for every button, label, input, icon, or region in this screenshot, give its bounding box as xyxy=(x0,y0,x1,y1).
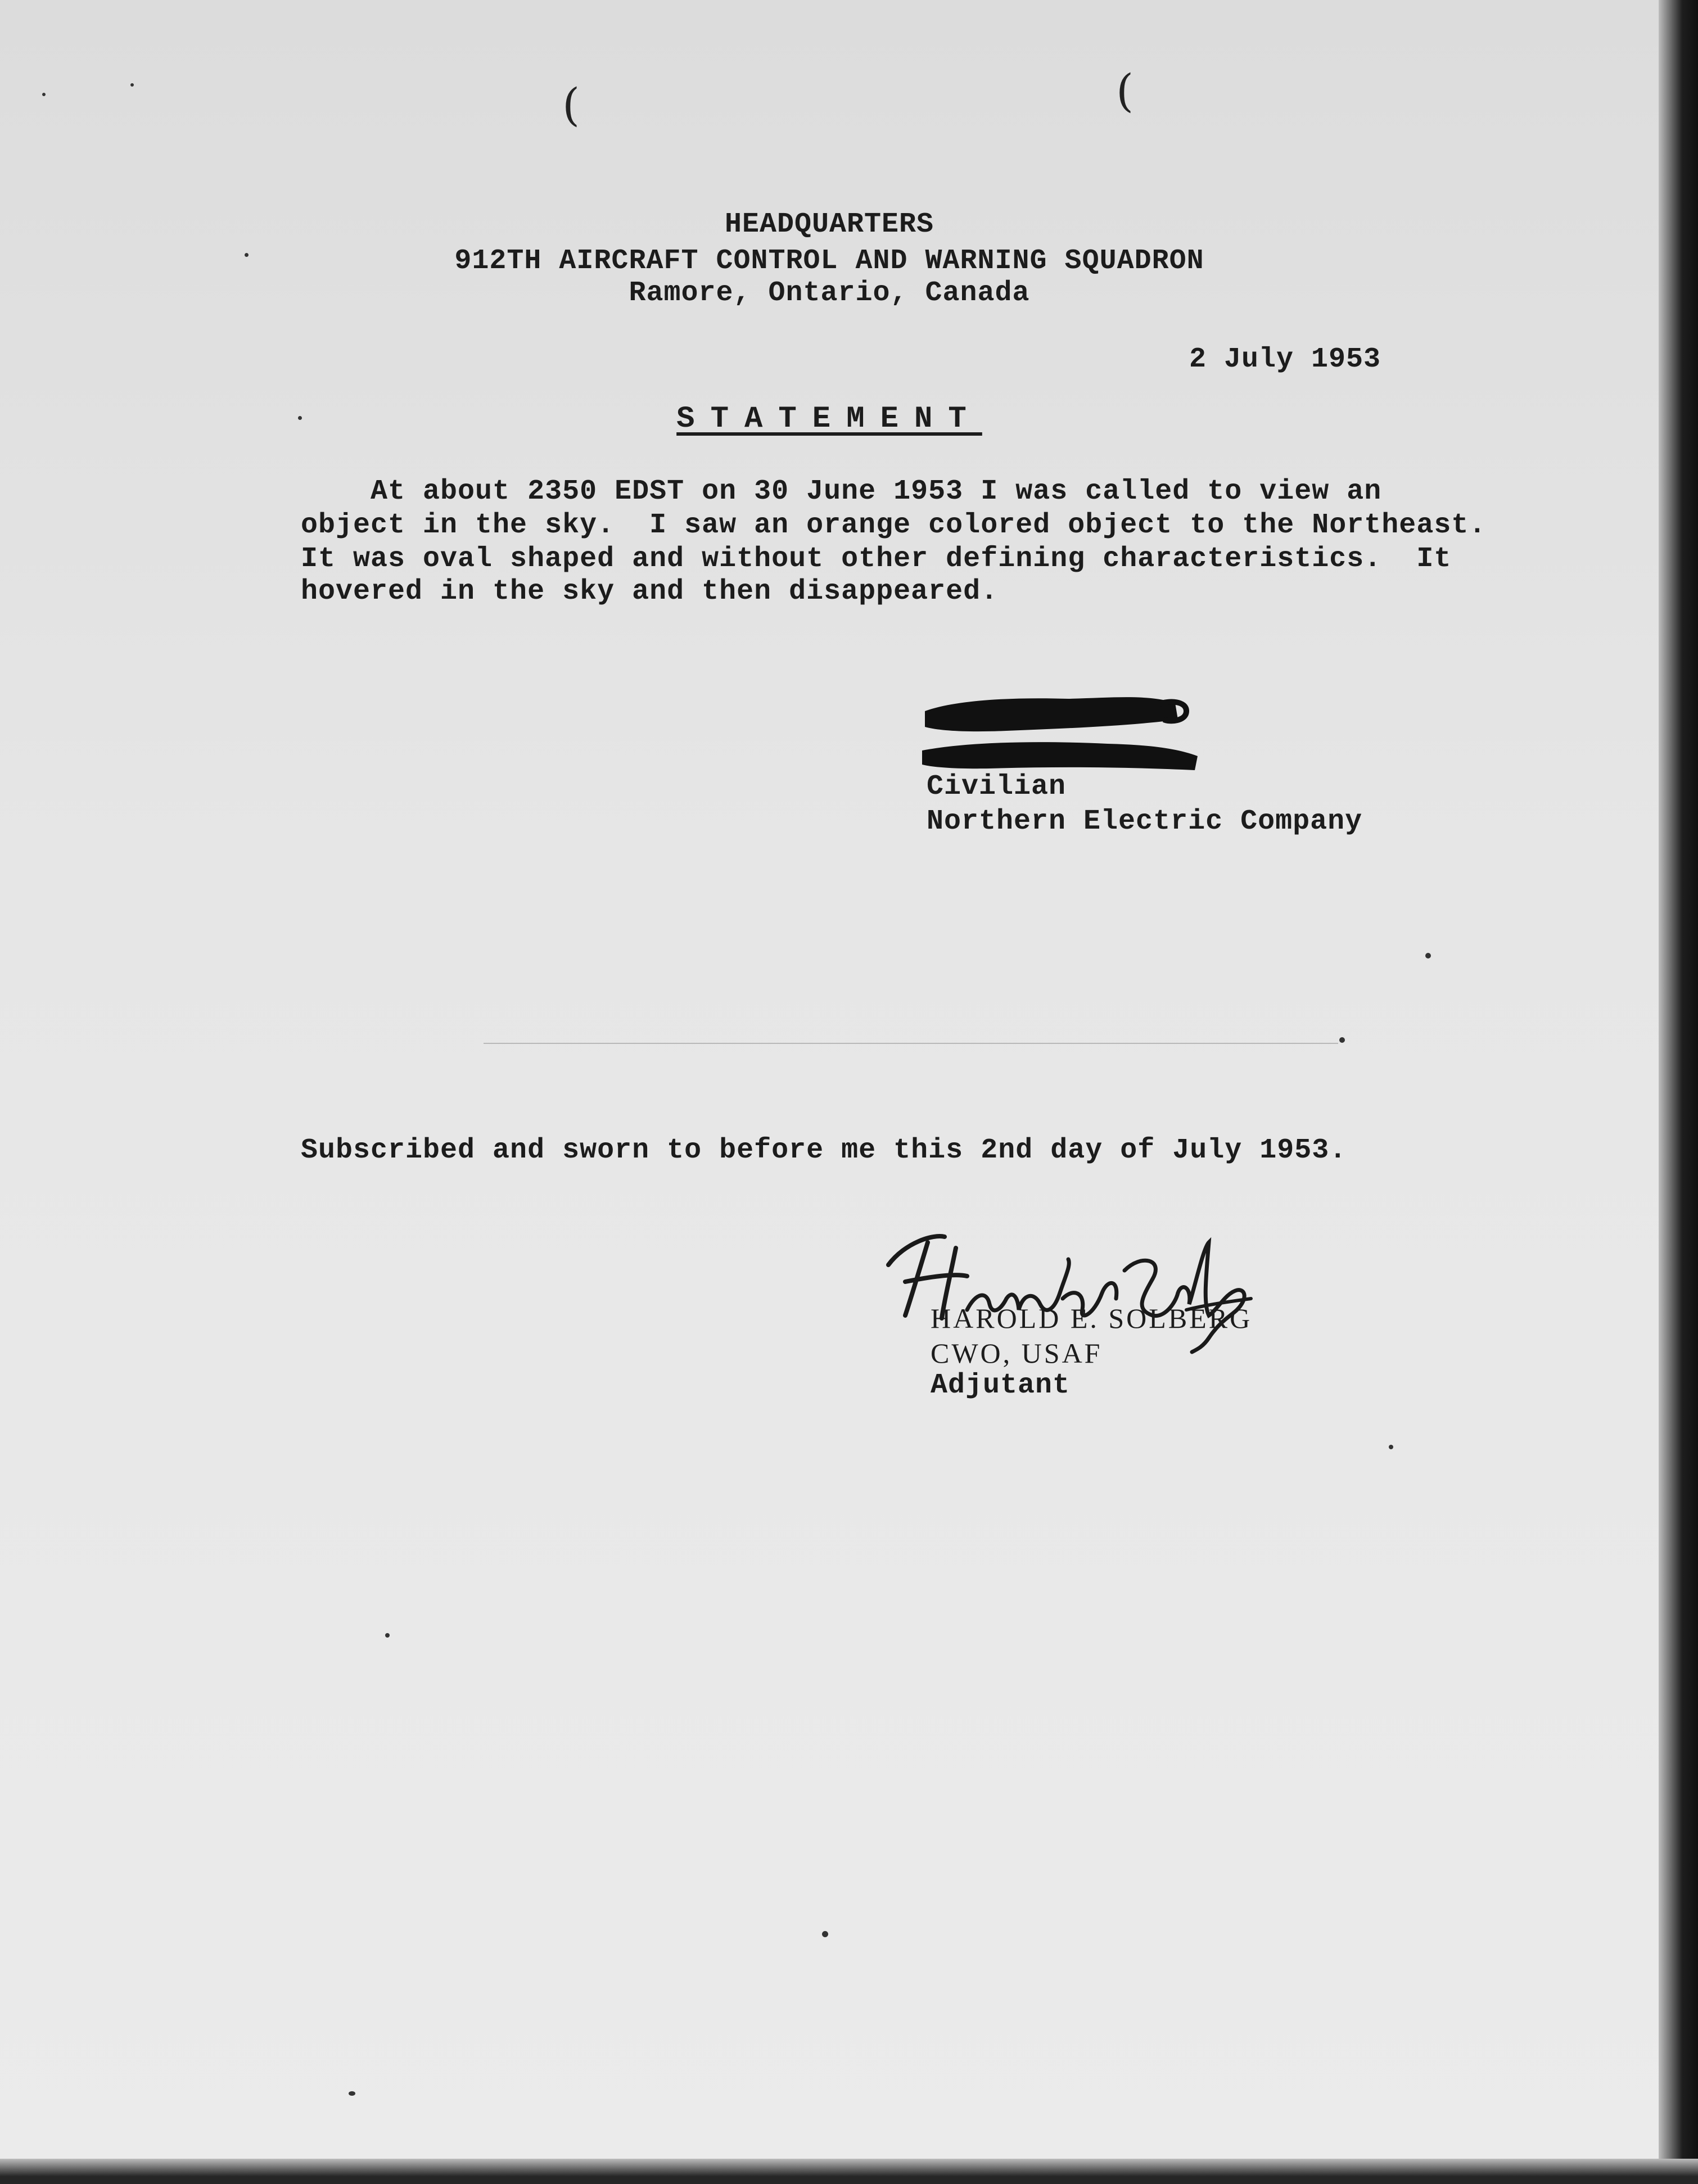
corner-mark-right: ( xyxy=(1116,65,1134,117)
redacted-witness-name xyxy=(922,677,1203,776)
speck xyxy=(298,416,302,420)
document-date: 2 July 1953 xyxy=(1189,343,1381,376)
paper-crease xyxy=(484,1043,1338,1044)
officer-title: Adjutant xyxy=(931,1369,1071,1401)
statement-line-1: At about 2350 EDST on 30 June 1953 I was called to view an xyxy=(301,476,1382,508)
speck xyxy=(349,2091,355,2096)
statement-line-3: It was oval shaped and without other defining characteristics. It xyxy=(301,543,1452,575)
statement-line-4: hovered in the sky and then disappeared. xyxy=(301,576,999,608)
officer-name: HAROLD E. SOLBERG xyxy=(931,1303,1253,1334)
officer-rank: CWO, USAF xyxy=(931,1337,1103,1369)
speck xyxy=(822,1931,828,1937)
speck xyxy=(245,253,249,257)
officer-signature xyxy=(871,1226,1254,1355)
witness-employer: Northern Electric Company xyxy=(927,806,1363,838)
witness-status: Civilian xyxy=(927,771,1067,803)
scan-border-bottom xyxy=(0,2159,1698,2184)
statement-line-2: object in the sky. I saw an orange colored object to the Northeast. xyxy=(301,509,1487,541)
corner-mark-left: ( xyxy=(562,79,580,131)
speck xyxy=(1389,1445,1393,1449)
oath-statement: Subscribed and sworn to before me this 2nd day of July 1953. xyxy=(301,1134,1347,1166)
speck xyxy=(130,83,134,87)
letterhead-line-1: HEADQUARTERS xyxy=(724,209,934,241)
scan-border-right xyxy=(1659,0,1698,2184)
speck xyxy=(385,1633,390,1638)
statement-title: STATEMENT xyxy=(676,402,982,436)
letterhead-line-3: Ramore, Ontario, Canada xyxy=(629,277,1030,309)
speck xyxy=(1425,953,1431,958)
speck xyxy=(1339,1037,1345,1043)
speck xyxy=(42,93,46,96)
letterhead-line-2: 912TH AIRCRAFT CONTROL AND WARNING SQUADRON xyxy=(454,245,1204,277)
